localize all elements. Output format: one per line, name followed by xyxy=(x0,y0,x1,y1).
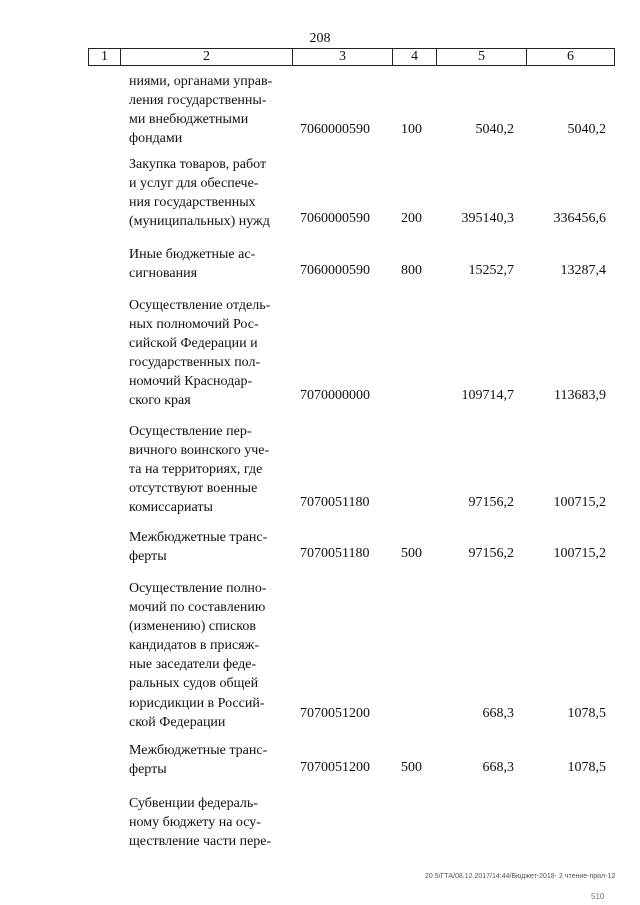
row-value-col5: 5040,2 xyxy=(475,122,514,137)
row-code: 7070000000 xyxy=(300,388,370,403)
row-code: 7070051200 xyxy=(300,760,370,775)
page-number: 208 xyxy=(309,31,331,46)
column-header-2: 2 xyxy=(121,49,293,66)
row-value-col6: 5040,2 xyxy=(567,122,606,137)
row-value-col5: 97156,2 xyxy=(468,495,514,510)
column-header-4: 4 xyxy=(393,49,437,66)
row-value-col5: 395140,3 xyxy=(461,211,514,226)
row-code: 7070051200 xyxy=(300,706,370,721)
row-value-col6: 100715,2 xyxy=(553,495,606,510)
row-value-col5: 15252,7 xyxy=(468,263,514,278)
row-description: Осуществление полно- мочий по составлению (изменению) списков кандидатов в присяж- ные заседатели феде- ральных судов общей юрисдикции в Россий- ской Федерации xyxy=(129,581,267,730)
row-expense-type: 100 xyxy=(401,122,422,137)
column-header-row xyxy=(89,49,615,66)
row-value-col6: 1078,5 xyxy=(567,706,606,721)
row-description: Иные бюджетные ас- сигнования xyxy=(129,247,256,282)
row-value-col5: 109714,7 xyxy=(461,388,514,403)
row-value-col6: 100715,2 xyxy=(553,546,606,561)
document-footer: 20 5/ГТА/08.12.2017/14:44/Бюджет-2018- 2 чтение-прил-12 xyxy=(425,873,616,880)
row-code: 7060000590 xyxy=(300,122,370,137)
row-value-col5: 97156,2 xyxy=(468,546,514,561)
row-description: Межбюджетные транс- ферты xyxy=(129,530,268,565)
column-header-6: 6 xyxy=(527,49,615,66)
row-expense-type: 800 xyxy=(401,263,422,278)
row-value-col5: 668,3 xyxy=(482,760,514,775)
column-header-5: 5 xyxy=(437,49,527,66)
row-value-col6: 336456,6 xyxy=(553,211,606,226)
row-description: ниями, органами управ- ления государственны- ми внебюджетными фондами xyxy=(129,74,273,147)
row-code: 7070051180 xyxy=(300,495,370,510)
column-header-3: 3 xyxy=(293,49,393,66)
row-value-col6: 1078,5 xyxy=(567,760,606,775)
corner-mark: 510 xyxy=(591,892,605,901)
row-value-col6: 113683,9 xyxy=(554,388,606,403)
column-header-1: 1 xyxy=(89,49,121,66)
row-description: Осуществление отдель- ных полномочий Рос- сийской Федерации и государственных пол- номочий Краснодар- ского края xyxy=(129,298,271,409)
column-header-table xyxy=(88,48,615,66)
row-expense-type: 500 xyxy=(401,546,422,561)
row-expense-type: 200 xyxy=(401,211,422,226)
row-description: Осуществление пер- вичного воинского уче- та на территориях, где отсутствуют военные комиссариаты xyxy=(129,424,270,516)
row-description: Субвенции федераль- ному бюджету на осу- ществление части пере- xyxy=(129,796,272,850)
row-expense-type: 500 xyxy=(401,760,422,775)
row-description: Закупка товаров, работ и услуг для обеспече- ния государственных (муниципальных) нужд xyxy=(129,157,270,230)
row-description: Межбюджетные транс- ферты xyxy=(129,743,268,778)
row-code: 7070051180 xyxy=(300,546,370,561)
row-value-col6: 13287,4 xyxy=(560,263,606,278)
row-code: 7060000590 xyxy=(300,211,370,226)
row-value-col5: 668,3 xyxy=(482,706,514,721)
row-code: 7060000590 xyxy=(300,263,370,278)
